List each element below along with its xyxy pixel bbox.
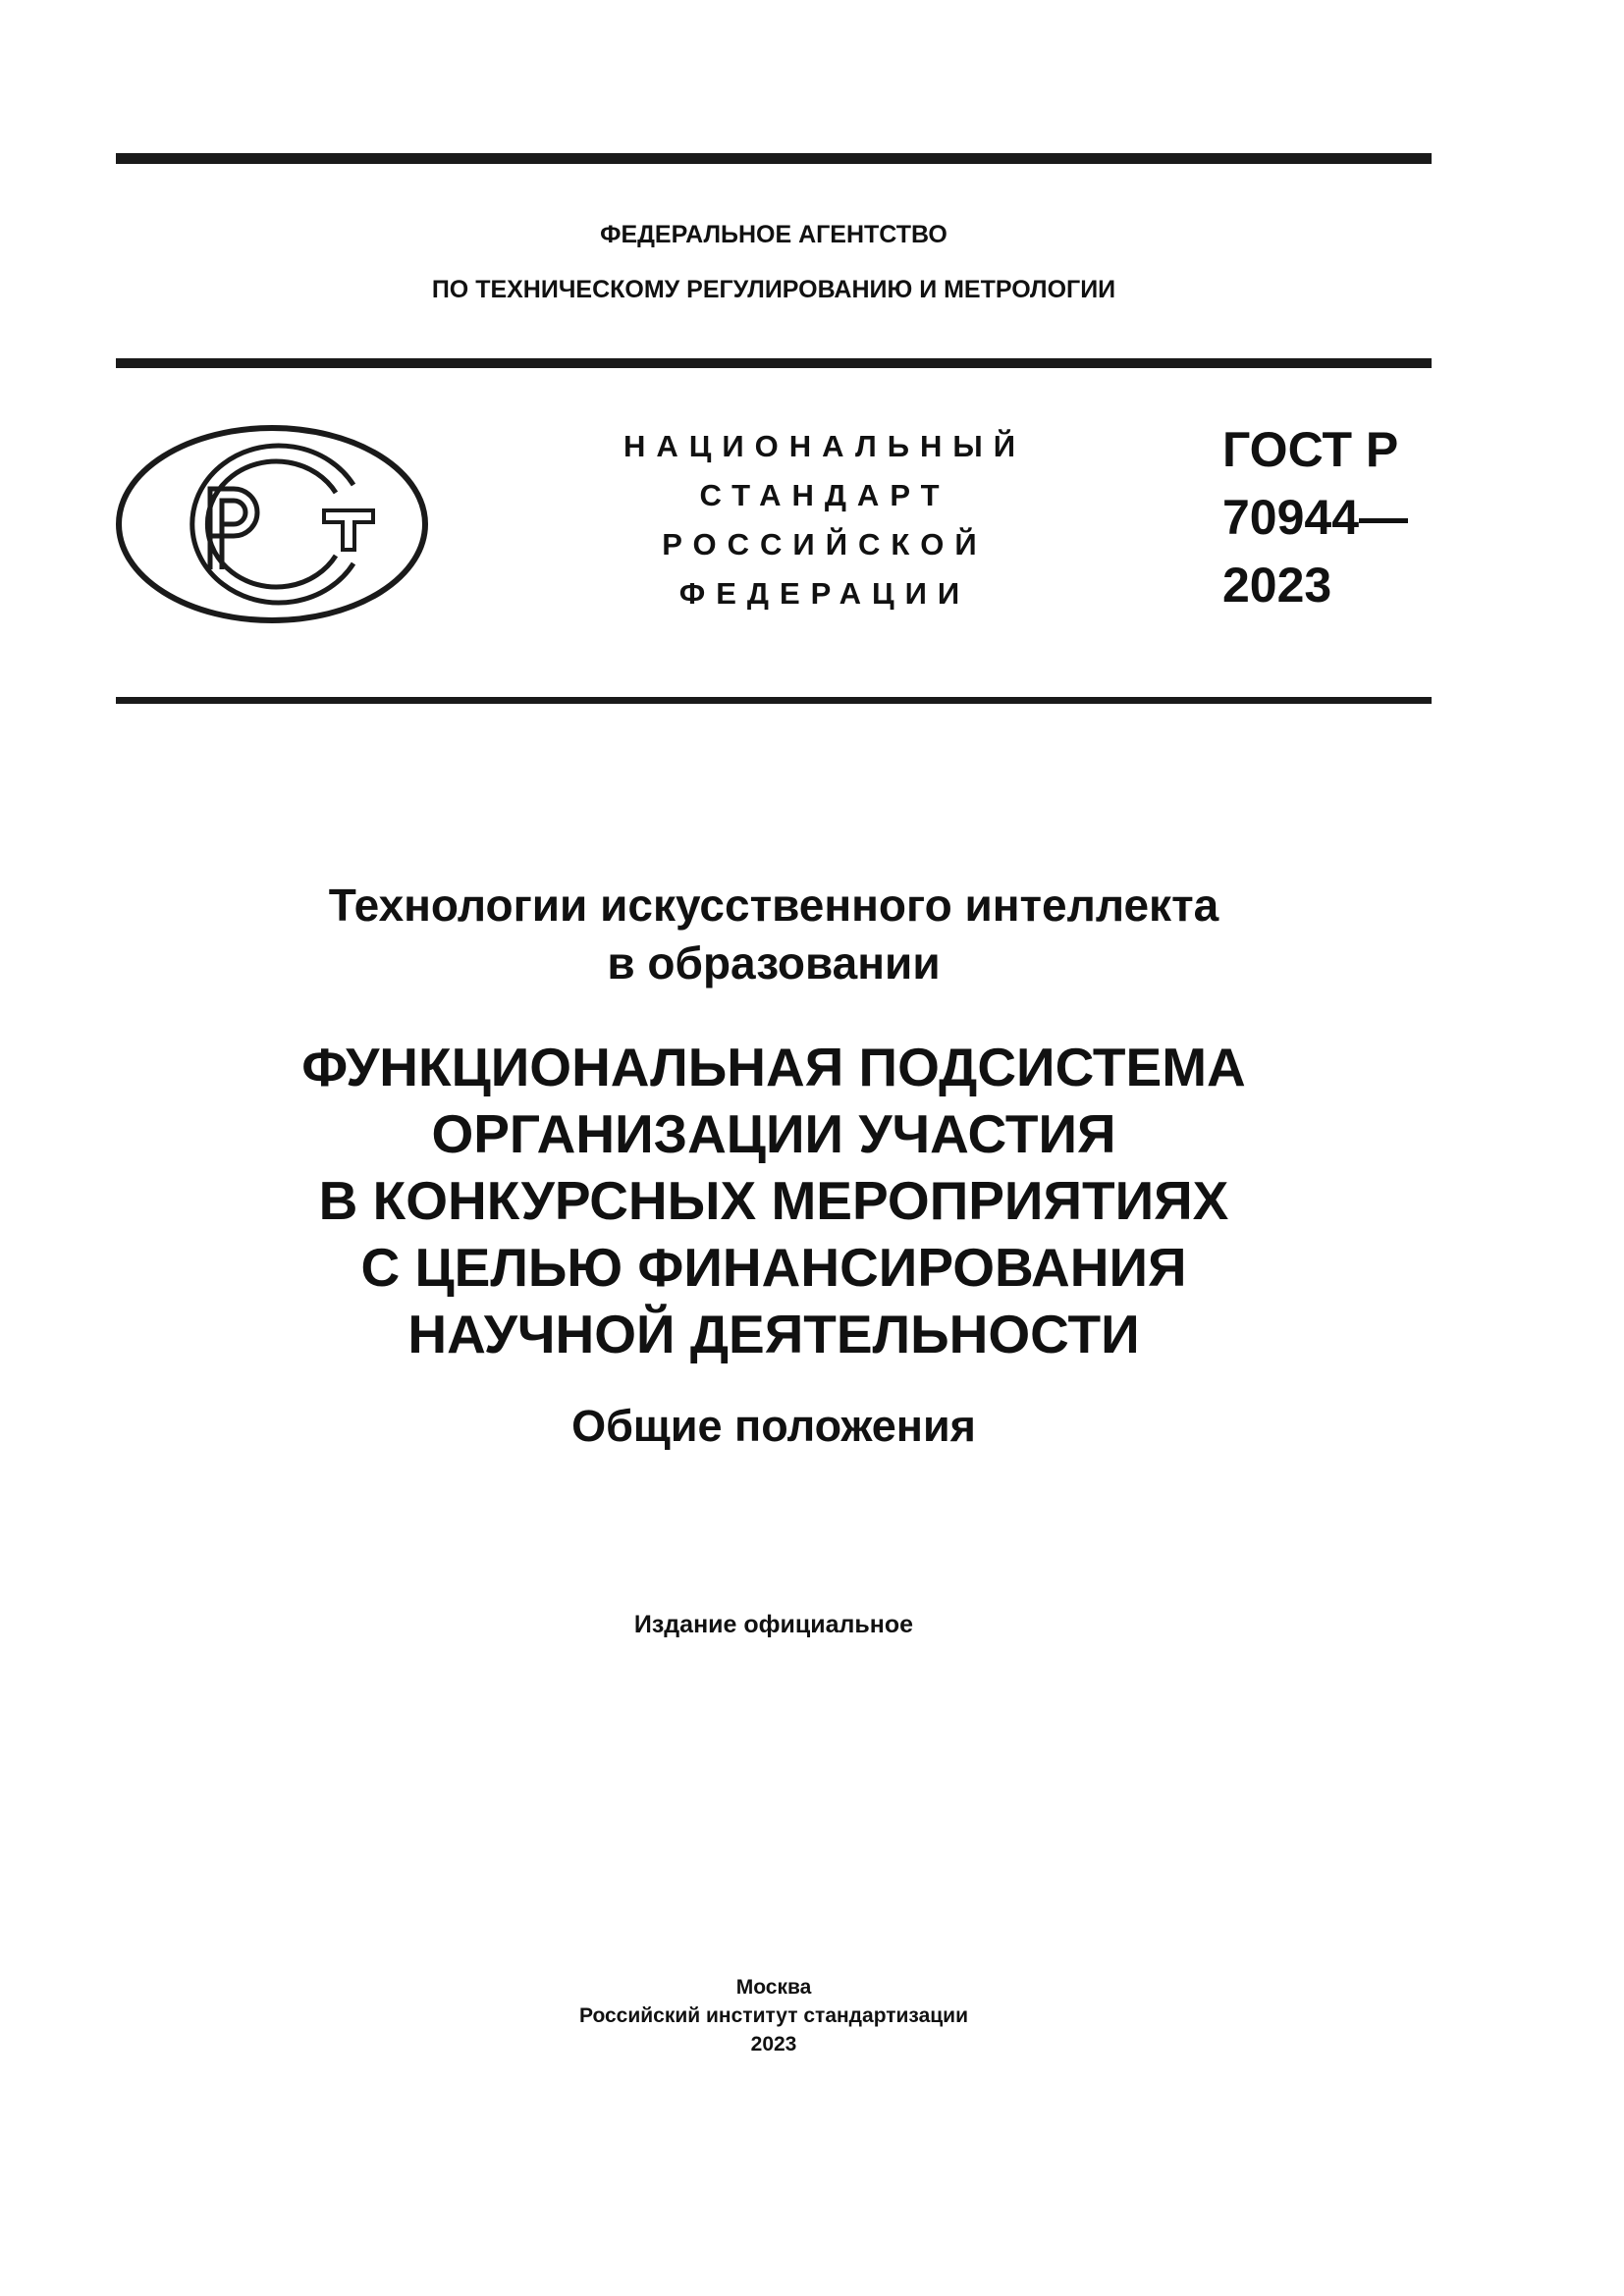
subtitle-line: в образовании (607, 937, 941, 988)
general-provisions: Общие положения (571, 1401, 976, 1451)
national-standard-heading (550, 422, 1100, 618)
document-title (116, 1034, 1432, 1367)
title-line: В КОНКУРСНЫХ МЕРОПРИЯТИЯХ (318, 1170, 1229, 1231)
imprint-publisher: Российский институт стандартизации (578, 2004, 969, 2027)
gost-line: ГОСТ Р (1222, 422, 1399, 477)
imprint-city: Москва (735, 1976, 812, 1999)
national-line: ФЕДЕРАЦИИ (678, 576, 971, 611)
header-rule (116, 358, 1432, 368)
gost-line: 2023 (1222, 558, 1332, 613)
title-line: НАУЧНОЙ ДЕЯТЕЛЬНОСТИ (407, 1304, 1140, 1364)
title-line: ОРГАНИЗАЦИИ УЧАСТИЯ (431, 1103, 1116, 1164)
agency-line-1: ФЕДЕРАЛЬНОЕ АГЕНТСТВО (600, 221, 947, 248)
gost-designation (1222, 416, 1408, 619)
national-line: СТАНДАРТ (699, 478, 950, 512)
document-subtitle (116, 877, 1432, 992)
imprint (116, 1973, 1432, 2058)
title-line: ФУНКЦИОНАЛЬНАЯ ПОДСИСТЕМА (301, 1037, 1246, 1097)
agency-line-2: ПО ТЕХНИЧЕСКОМУ РЕГУЛИРОВАНИЮ И МЕТРОЛОГИИ (431, 276, 1116, 303)
rst-logo-icon (116, 424, 430, 624)
top-rule (116, 153, 1432, 164)
national-line: НАЦИОНАЛЬНЫЙ (623, 429, 1027, 463)
title-line: С ЦЕЛЬЮ ФИНАНСИРОВАНИЯ (360, 1237, 1187, 1298)
gost-line: 70944— (1222, 490, 1409, 545)
subtitle-line: Технологии искусственного интеллекта (328, 880, 1219, 931)
national-line: РОССИЙСКОЙ (662, 527, 988, 561)
header-bottom-rule (116, 697, 1432, 704)
imprint-year: 2023 (750, 2033, 797, 2056)
official-edition: Издание официальное (633, 1611, 914, 1638)
